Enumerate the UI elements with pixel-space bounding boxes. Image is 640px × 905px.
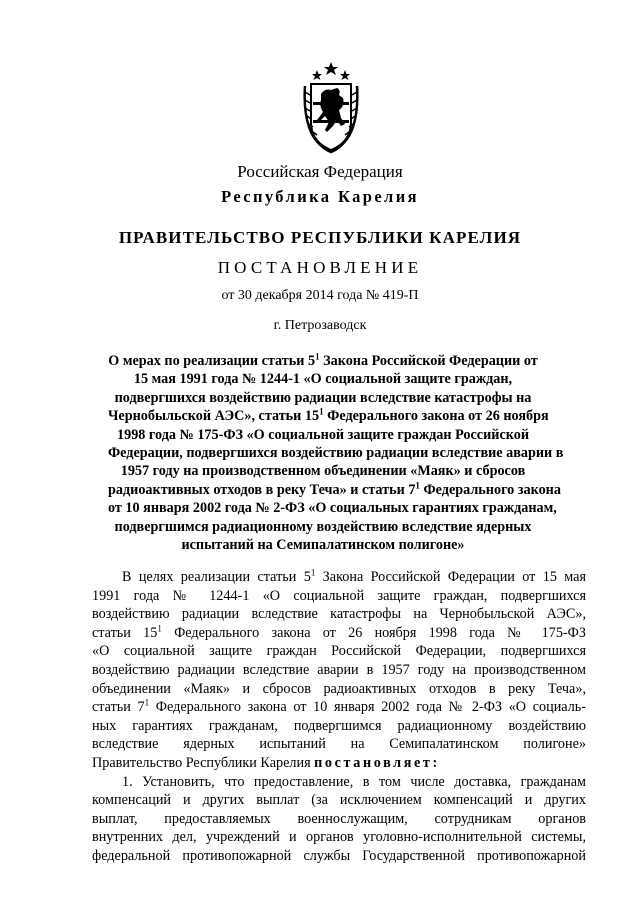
body-line: выплат, предоставляемых военнослужащим, сотрудникам органов [92,810,586,827]
title-line: 1998 года № 175-ФЗ «О социальной защите граждан Российской [117,426,529,443]
title-line: 1957 году на производственном объединении «Маяк» и сбросов [120,463,526,480]
document-body [92,568,586,866]
title-line: от 10 января 2002 года № 2-ФЗ «О социальных гарантиях гражданам, [108,500,557,517]
government-name: ПРАВИТЕЛЬСТВО РЕСПУБЛИКИ КАРЕЛИЯ [118,228,522,247]
document-date: от 30 декабря 2014 года № 419-П [221,288,419,303]
body-line: статьи $15^1$ Федерального закона от 26 ноября 1998 года № 175-ФЗ [92,623,586,641]
title-line: подвергшихся воздействию радиации вследствие катастрофы на [114,389,532,406]
document-title [108,351,564,554]
body-line: 1991 года № 1244-1 «О социальной защите граждан, подвергшихся [92,587,586,604]
title-line: 15 мая 1991 года № 1244-1 «О социальной защите граждан, [133,371,513,388]
body-line: ных гарантиях гражданам, подвергшимся радиационному воздействию [92,717,586,734]
body-line: федеральной противопожарной службы Государственной противопожарной [92,847,586,864]
body-line: «О социальной защите граждан Российской Федерации, подвергшихся [92,643,586,660]
title-line: радиоактивных отходов в реку Теча» и статьи $7^1$ Федерального закона [108,480,561,498]
body-line: воздействию радиации вследствие аварии в 1957 году на производственном [92,661,586,678]
title-line: испытаний на Семипалатинском полигоне» [181,537,465,554]
title-line: Федерации, подвергшихся воздействию радиации вследствие аварии в [108,445,564,462]
body-line: 1. Установить, что предоставление, в том числе доставка, гражданам [122,773,586,790]
title-line: подвергшимся радиационному воздействию вследствие ядерных [114,518,532,535]
body-line: компенсаций и других выплат (за исключением компенсаций и других [92,792,586,809]
title-line: Чернобыльской АЭС», статьи $15^1$ Федерального закона от 26 ноября [108,406,549,425]
body-line: статьи $7^1$ Федерального закона от 10 января 2002 года № 2-ФЗ «О социаль- [92,697,586,716]
coat-of-arms-emblem [301,62,361,154]
body-line: внутренних дел, учреждений и органов уголовно-исполнительной системы, [92,829,586,846]
document-city: г. Петрозаводск [273,318,367,333]
body-line: объединении «Маяк» и сбросов радиоактивных отходов в реку Теча», [92,680,586,697]
body-line: Правительство Республики Карелия постановляет: [92,754,440,771]
body-line: вследствие ядерных испытаний на Семипалатинском полигоне» [92,736,586,753]
body-line: воздействию радиации вследствие катастрофы на Чернобыльской АЭС», [92,606,586,623]
decree-word: постановляет: [314,754,440,771]
body-line: В целях реализации статьи $5^1$ Закона Российской Федерации от 15 мая [122,567,586,585]
federation-name: Российская Федерация [237,162,403,181]
document-type: ПОСТАНОВЛЕНИЕ [217,258,423,277]
title-line: О мерах по реализации статьи $5^1$ Закона Российской Федерации от [108,351,538,369]
republic-name: Республика Карелия [221,187,419,206]
